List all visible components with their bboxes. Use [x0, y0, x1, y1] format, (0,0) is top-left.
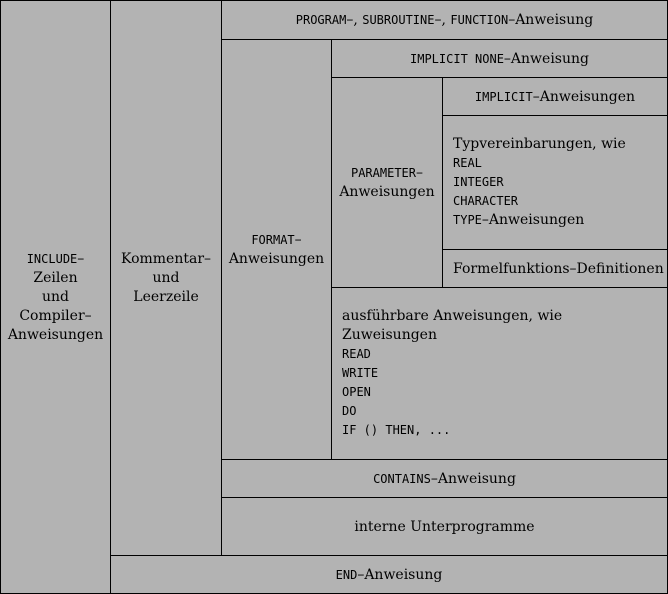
- program-sep1: –,: [346, 12, 363, 28]
- format-cell: [221, 39, 332, 460]
- comment-line1: Kommentar–: [120, 250, 212, 267]
- implicit-keyword: IMPLICIT: [474, 89, 533, 104]
- format-dash: –: [294, 231, 302, 248]
- executable-line2: Zuweisungen: [342, 327, 437, 343]
- include-line3: und: [41, 288, 69, 305]
- comment-line2: und: [152, 269, 180, 286]
- implicit-none-suffix: –Anweisung: [503, 50, 589, 67]
- program-keyword: PROGRAM: [295, 13, 347, 27]
- executable-intro: ausführbare Anweisungen, wie: [342, 308, 563, 324]
- program-sep2: –,: [434, 12, 451, 28]
- parameter-keyword: PARAMETER: [350, 165, 416, 180]
- subroutine-keyword: SUBROUTINE: [362, 13, 435, 27]
- parameter-cell: [331, 77, 443, 288]
- include-dash: –: [77, 250, 85, 267]
- executable-statements-cell: [331, 287, 668, 460]
- end-keyword: END: [335, 567, 358, 582]
- character-keyword: CHARACTER: [453, 194, 519, 208]
- internal-subprograms-cell: [221, 497, 668, 556]
- open-keyword: OPEN: [342, 385, 371, 399]
- implicit-cell: [442, 77, 668, 116]
- parameter-dash: –: [416, 164, 423, 181]
- end-suffix: –Anweisung: [357, 566, 443, 583]
- function-keyword: FUNCTION: [450, 13, 509, 27]
- implicit-none-keyword: IMPLICIT NONE: [410, 51, 504, 66]
- write-keyword: WRITE: [342, 366, 379, 380]
- internal-text: interne Unterprogramme: [354, 518, 535, 535]
- type-declarations-cell: [442, 115, 668, 250]
- include-line2: Zeilen: [33, 269, 78, 286]
- parameter-line2: Anweisungen: [339, 183, 435, 200]
- program-suffix: –Anweisung: [508, 12, 594, 28]
- formula-text: Formelfunktions–Definitionen: [453, 260, 664, 277]
- implicit-suffix: –Anweisungen: [532, 88, 636, 105]
- contains-suffix: –Anweisung: [430, 470, 516, 487]
- typedecl-intro: Typvereinbarungen, wie: [453, 136, 626, 152]
- if-then-keyword: IF () THEN, ...: [342, 423, 451, 437]
- comment-cell: [110, 0, 222, 556]
- include-cell: [0, 0, 111, 594]
- read-keyword: READ: [342, 347, 371, 361]
- contains-keyword: CONTAINS: [373, 471, 431, 486]
- format-keyword: FORMAT: [251, 232, 295, 247]
- comment-line3: Leerzeile: [133, 288, 199, 305]
- end-cell: [110, 555, 668, 594]
- include-line4: Compiler–: [19, 307, 92, 324]
- formula-definitions-cell: [442, 249, 668, 288]
- real-keyword: REAL: [453, 156, 482, 170]
- include-line5: Anweisungen: [7, 326, 104, 343]
- contains-cell: [221, 459, 668, 498]
- type-suffix: –Anweisungen: [481, 212, 585, 228]
- type-keyword: TYPE: [453, 213, 482, 227]
- format-line2: Anweisungen: [228, 250, 325, 267]
- program-statement-cell: [221, 0, 668, 40]
- implicit-none-cell: [331, 39, 668, 78]
- include-keyword: INCLUDE: [26, 251, 78, 266]
- integer-keyword: INTEGER: [453, 175, 504, 189]
- do-keyword: DO: [342, 404, 357, 418]
